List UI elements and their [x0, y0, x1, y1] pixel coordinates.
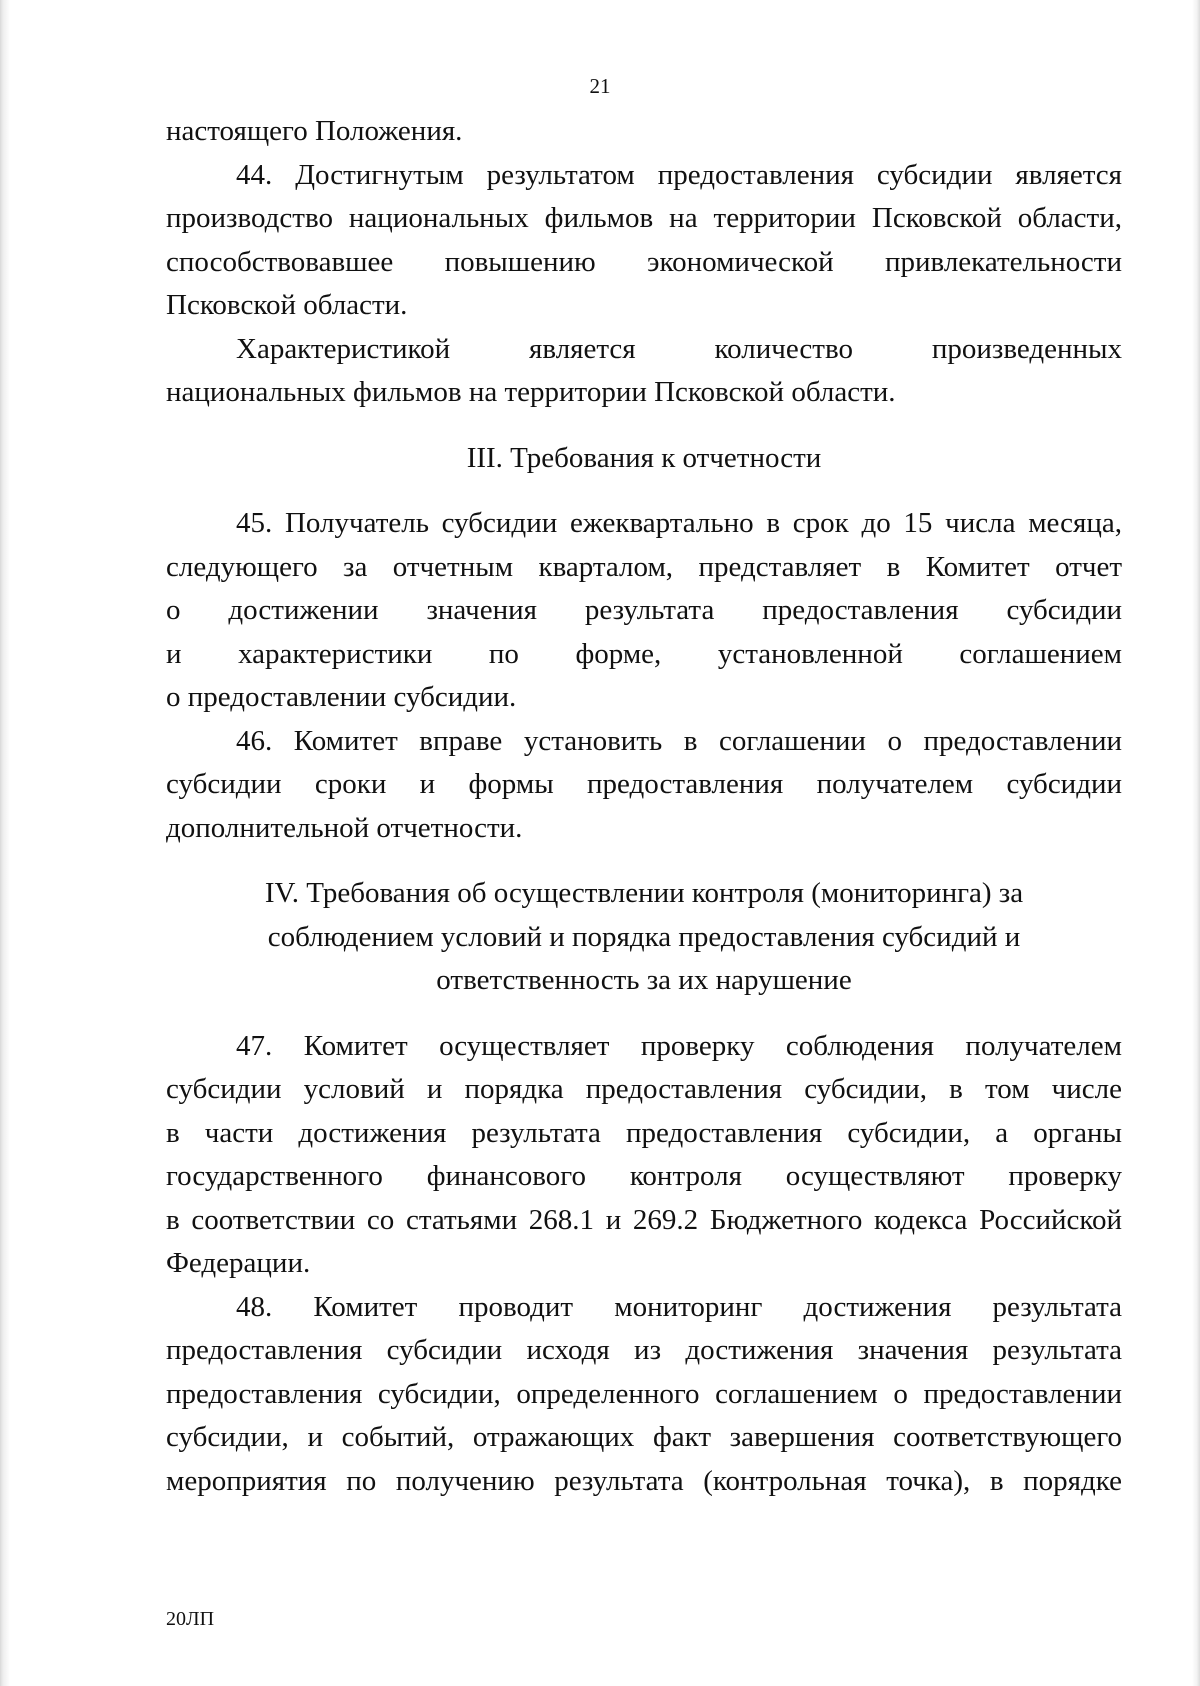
section-4-heading — [166, 872, 1122, 1003]
text-line: следующего за отчетным кварталом, представляет в Комитет отчет — [166, 550, 1122, 583]
text-line: и характеристики по форме, установленной соглашением — [166, 637, 1122, 670]
text-line: в части достижения результата предоставления субсидии, а органы — [166, 1116, 1122, 1149]
text-line: субсидии условий и порядка предоставления субсидии, в том числе — [166, 1073, 1122, 1105]
text-line: производство национальных фильмов на территории Псковской области, — [166, 202, 1122, 234]
paragraph-44-characteristic — [166, 328, 1122, 415]
heading-line: IV. Требования об осуществлении контроля (мониторинга) за — [264, 877, 1024, 909]
text-line: Федерации. — [166, 1247, 311, 1279]
text-line: 45. Получатель субсидии ежеквартально в срок до 15 числа месяца, — [236, 507, 1122, 539]
page-number: 21 — [589, 74, 611, 98]
scan-edge-left — [0, 0, 10, 1686]
paragraph-46 — [166, 720, 1122, 851]
text-line: способствовавшее повышению экономической привлекательности — [166, 245, 1122, 278]
text-line: Псковской области. — [166, 289, 408, 321]
text-line: предоставления субсидии, определенного соглашением о предоставлении — [166, 1377, 1122, 1410]
text-line: 47. Комитет осуществляет проверку соблюдения получателем — [236, 1029, 1122, 1062]
text-line: субсидии сроки и формы предоставления получателем субсидии — [166, 768, 1122, 800]
text-line: Характеристикой является количество произведенных — [236, 332, 1122, 365]
text-line: мероприятия по получению результата (контрольная точка), в порядке — [166, 1464, 1122, 1497]
paragraph-45 — [166, 502, 1122, 720]
text-line: 46. Комитет вправе установить в соглашении о предоставлении — [236, 724, 1122, 757]
text-line: предоставления субсидии исходя из достижения значения результата — [166, 1334, 1122, 1366]
document-body — [166, 110, 1122, 1503]
text-line: о предоставлении субсидии. — [166, 681, 517, 713]
scan-edge-right — [1192, 0, 1200, 1686]
heading-line: соблюдением условий и порядка предоставления субсидий и — [267, 920, 1021, 953]
heading-line: ответственность за их нарушение — [436, 964, 852, 996]
text-line: в соответствии со статьями 268.1 и 269.2 Бюджетного кодекса Российской — [166, 1203, 1122, 1236]
text-line: о достижении значения результата предоставления субсидии — [166, 594, 1122, 626]
paragraph-44 — [166, 154, 1122, 328]
paragraph-48 — [166, 1286, 1122, 1504]
text-line: 48. Комитет проводит мониторинг достижения результата — [236, 1290, 1122, 1323]
paragraph-47 — [166, 1025, 1122, 1286]
text-line: субсидии, и событий, отражающих факт завершения соответствующего — [166, 1421, 1122, 1453]
text-line: дополнительной отчетности. — [166, 811, 523, 844]
text-line: национальных фильмов на территории Псковской области. — [166, 376, 896, 408]
document-code: 20ЛП — [166, 1608, 215, 1630]
section-3-heading: III. Требования к отчетности — [466, 441, 822, 474]
text-line: 44. Достигнутым результатом предоставления субсидии является — [236, 158, 1122, 191]
text-line: государственного финансового контроля осуществляют проверку — [166, 1160, 1122, 1192]
paragraph-43-tail: настоящего Положения. — [166, 115, 463, 147]
